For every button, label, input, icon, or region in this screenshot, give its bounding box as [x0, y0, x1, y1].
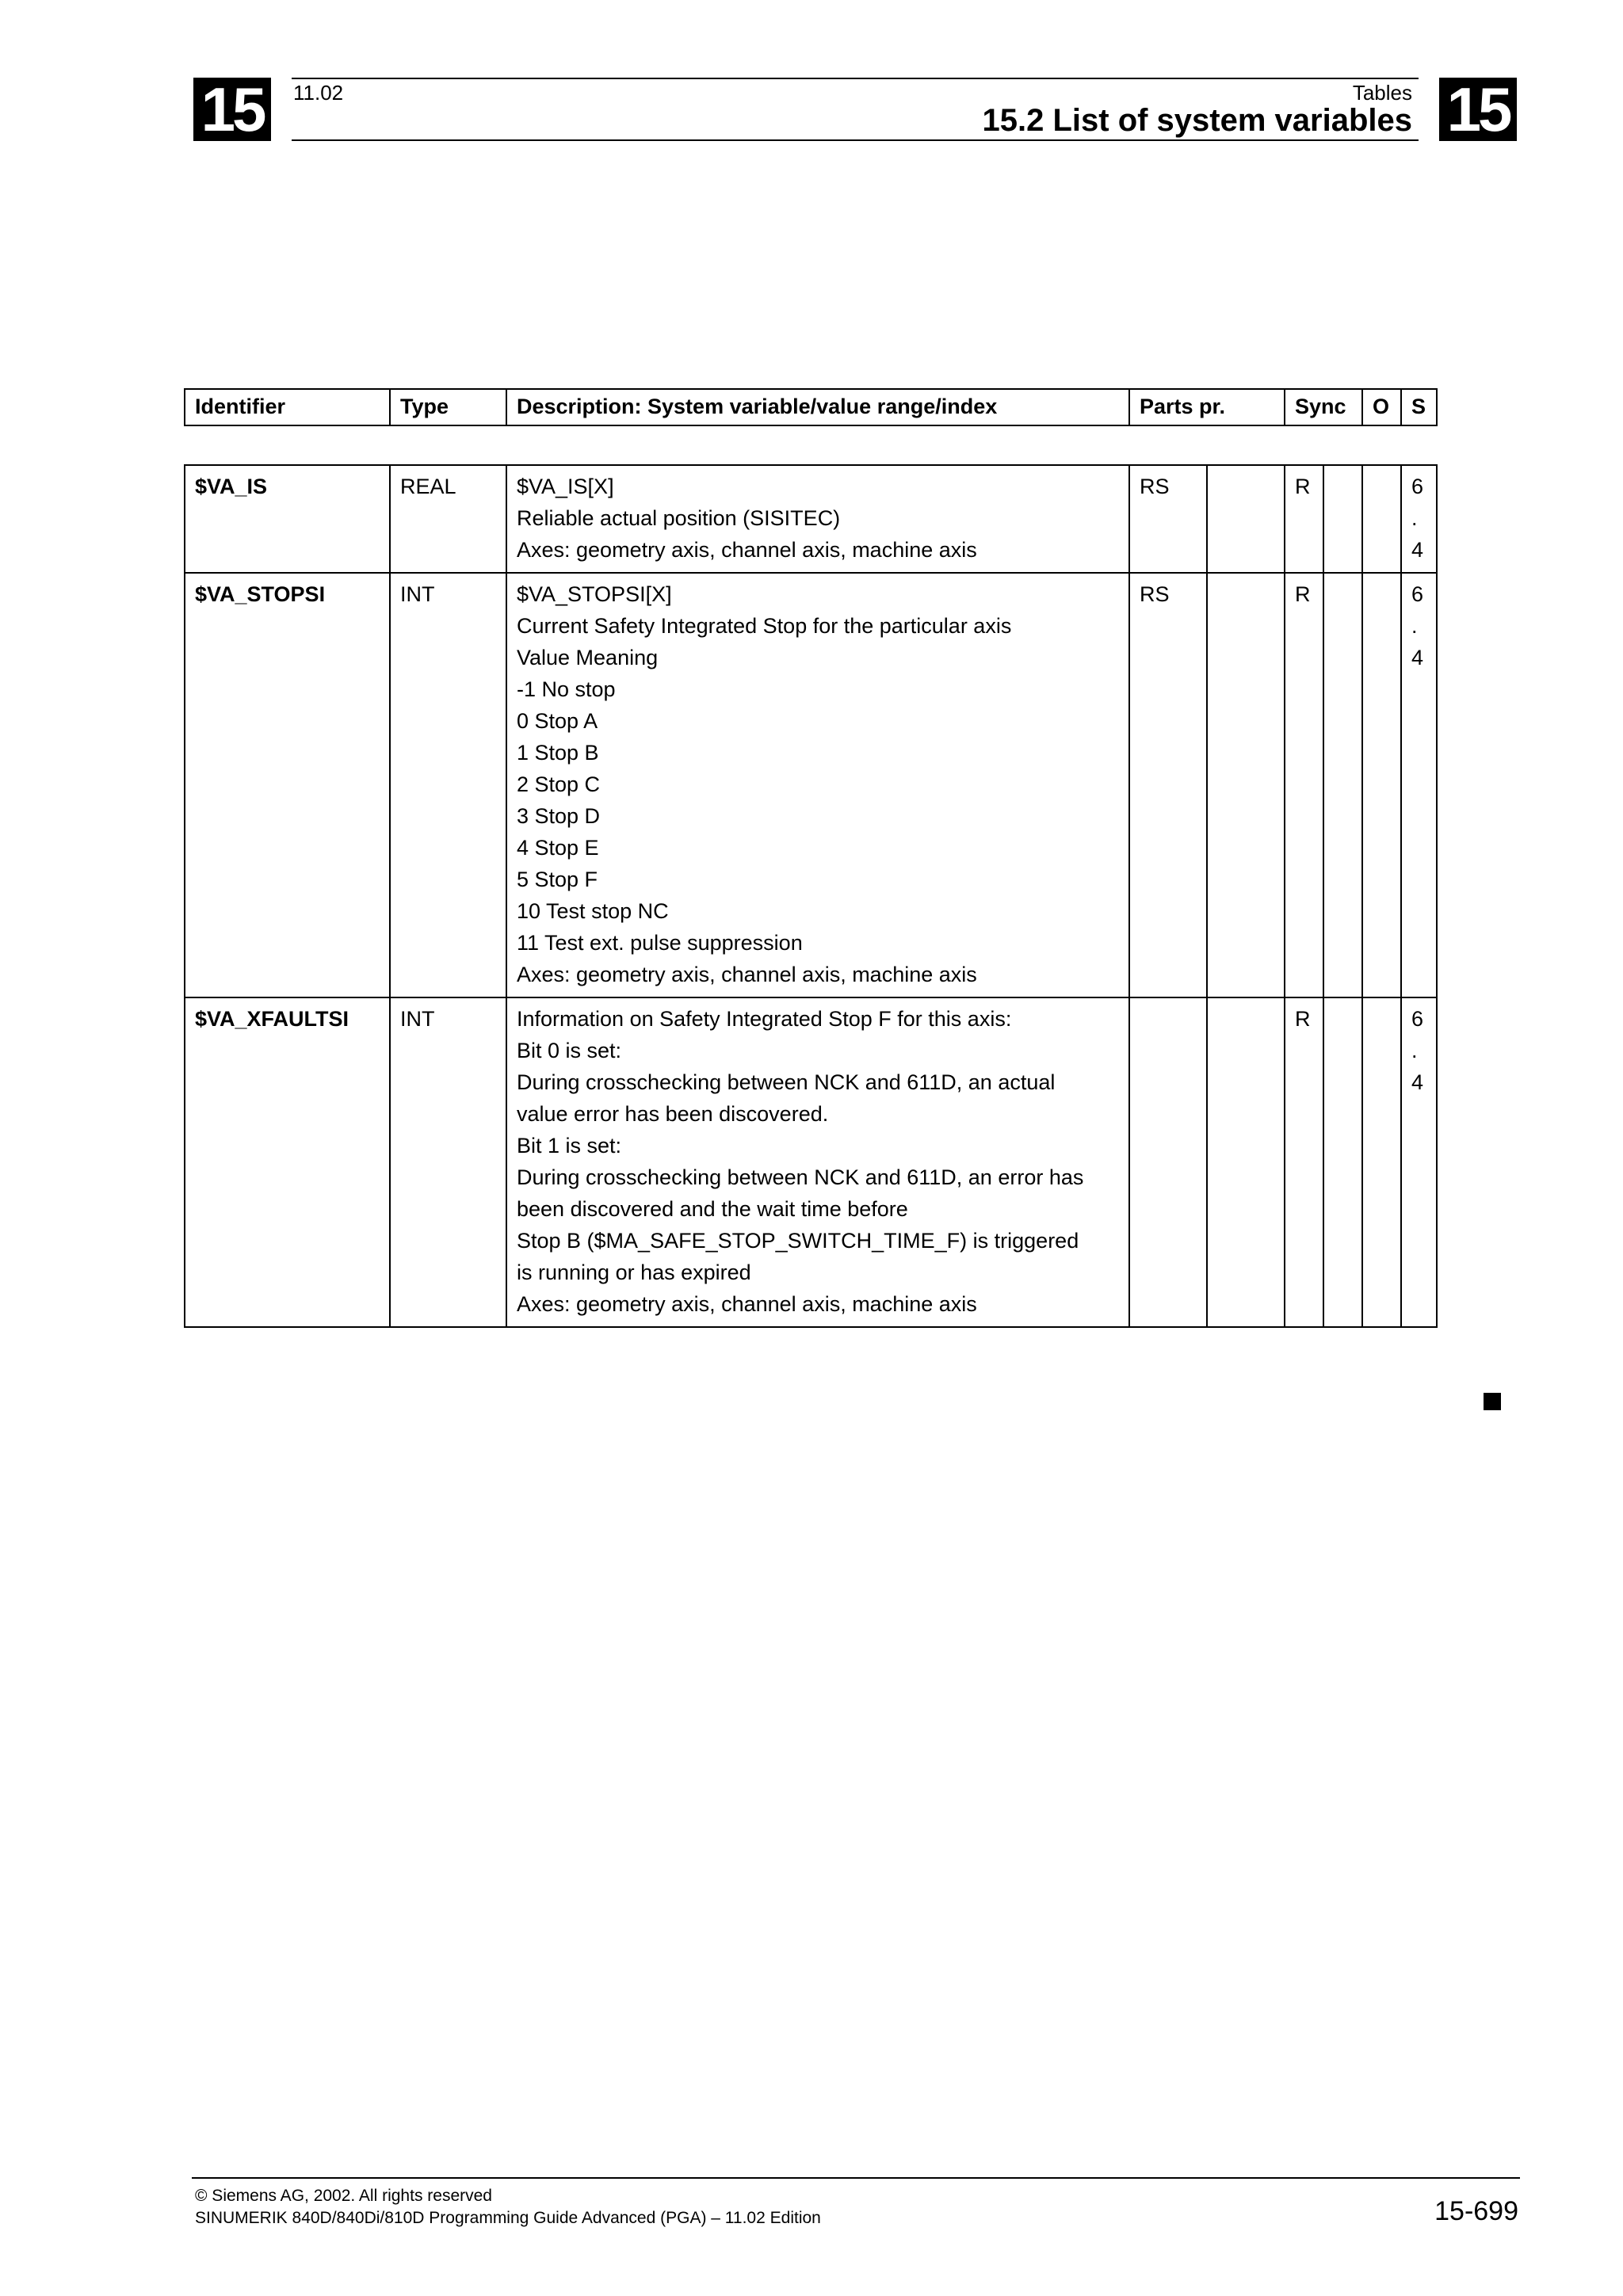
cell-identifier: $VA_STOPSI: [185, 573, 390, 997]
description-line: Information on Safety Integrated Stop F for this axis:: [517, 1007, 1012, 1031]
column-header-o: O: [1362, 389, 1401, 425]
description-line: Bit 0 is set:: [517, 1039, 622, 1062]
cell-sync: R: [1285, 997, 1323, 1327]
description-line: 3 Stop D: [517, 804, 601, 828]
table-body: [185, 465, 1437, 1327]
description-line: During crosschecking between NCK and 611D, an error has: [517, 1165, 1084, 1189]
cell-type: INT: [390, 573, 506, 997]
description-line: value error has been discovered.: [517, 1102, 829, 1126]
cell-parts: [1129, 997, 1207, 1327]
cell-sync-extra: [1323, 573, 1362, 997]
column-header-description: Description: System variable/value range/index: [506, 389, 1129, 425]
description-line: Stop B ($MA_SAFE_STOP_SWITCH_TIME_F) is triggered: [517, 1229, 1079, 1253]
header-bottom-rule: [292, 139, 1419, 141]
description-line: -1 No stop: [517, 677, 616, 701]
description-line: Current Safety Integrated Stop for the particular axis: [517, 614, 1012, 638]
column-header-sync: Sync: [1285, 389, 1362, 425]
description-line: Reliable actual position (SISITEC): [517, 506, 841, 530]
chapter-number-badge-right: 15: [1439, 78, 1517, 141]
cell-s: [1401, 465, 1437, 573]
s-value-char: 6: [1411, 582, 1424, 606]
s-value-char: 4: [1411, 538, 1424, 562]
cell-parts: RS: [1129, 573, 1207, 997]
description-line: Value Meaning: [517, 646, 659, 669]
column-header-s: S: [1401, 389, 1437, 425]
description-line: 5 Stop F: [517, 868, 598, 891]
cell-o: [1362, 465, 1401, 573]
s-value-char: 6: [1411, 1007, 1424, 1031]
header-top-rule: [292, 78, 1419, 79]
cell-description: [506, 573, 1129, 997]
cell-sync: R: [1285, 465, 1323, 573]
cell-identifier: $VA_IS: [185, 465, 390, 573]
page-number: 15-699: [1434, 2196, 1518, 2226]
cell-s: [1401, 997, 1437, 1327]
cell-parts-extra: [1207, 573, 1285, 997]
description-line: Axes: geometry axis, channel axis, machine axis: [517, 963, 977, 986]
footer-copyright: © Siemens AG, 2002. All rights reserved: [195, 2187, 492, 2205]
s-value-char: .: [1411, 614, 1418, 638]
end-of-section-marker: [1484, 1393, 1501, 1410]
cell-parts-extra: [1207, 997, 1285, 1327]
description-line: $VA_IS[X]: [517, 475, 614, 498]
cell-type: INT: [390, 997, 506, 1327]
header-section-label: Tables: [1352, 81, 1412, 105]
description-line: Axes: geometry axis, channel axis, machine axis: [517, 538, 977, 562]
s-value-char: 4: [1411, 646, 1424, 669]
description-line: is running or has expired: [517, 1261, 751, 1284]
cell-parts: RS: [1129, 465, 1207, 573]
header-date: 11.02: [293, 81, 344, 105]
description-line: 4 Stop E: [517, 836, 599, 860]
cell-parts-extra: [1207, 465, 1285, 573]
cell-o: [1362, 997, 1401, 1327]
s-value-char: .: [1411, 506, 1418, 530]
section-title: 15.2 List of system variables: [982, 103, 1412, 138]
column-header-identifier: Identifier: [185, 389, 390, 425]
cell-sync-extra: [1323, 997, 1362, 1327]
description-line: 11 Test ext. pulse suppression: [517, 931, 803, 955]
description-line: Bit 1 is set:: [517, 1134, 622, 1158]
cell-s: [1401, 573, 1437, 997]
description-line: 1 Stop B: [517, 741, 599, 765]
cell-o: [1362, 573, 1401, 997]
cell-description: [506, 465, 1129, 573]
s-value-char: 4: [1411, 1070, 1424, 1094]
s-value-char: 6: [1411, 475, 1424, 498]
cell-sync: R: [1285, 573, 1323, 997]
cell-sync-extra: [1323, 465, 1362, 573]
cell-identifier: $VA_XFAULTSI: [185, 997, 390, 1327]
table-row: [185, 573, 1437, 997]
description-line: $VA_STOPSI[X]: [517, 582, 672, 606]
description-line: Axes: geometry axis, channel axis, machine axis: [517, 1292, 977, 1316]
footer-rule: [192, 2177, 1520, 2179]
description-line: During crosschecking between NCK and 611D, an actual: [517, 1070, 1056, 1094]
footer-book-title: SINUMERIK 840D/840Di/810D Programming Guide Advanced (PGA) – 11.02 Edition: [195, 2209, 821, 2227]
table-row: [185, 997, 1437, 1327]
table-header: [184, 388, 1438, 426]
cell-description: [506, 997, 1129, 1327]
chapter-number-badge-left: 15: [193, 78, 271, 141]
cell-type: REAL: [390, 465, 506, 573]
description-line: 0 Stop A: [517, 709, 598, 733]
description-line: 2 Stop C: [517, 772, 601, 796]
column-header-parts: Parts pr.: [1129, 389, 1285, 425]
s-value-char: .: [1411, 1039, 1418, 1062]
table-row: [185, 465, 1437, 573]
description-line: 10 Test stop NC: [517, 899, 669, 923]
description-line: been discovered and the wait time before: [517, 1197, 908, 1221]
column-header-type: Type: [390, 389, 506, 425]
system-variables-table: [184, 464, 1438, 1328]
